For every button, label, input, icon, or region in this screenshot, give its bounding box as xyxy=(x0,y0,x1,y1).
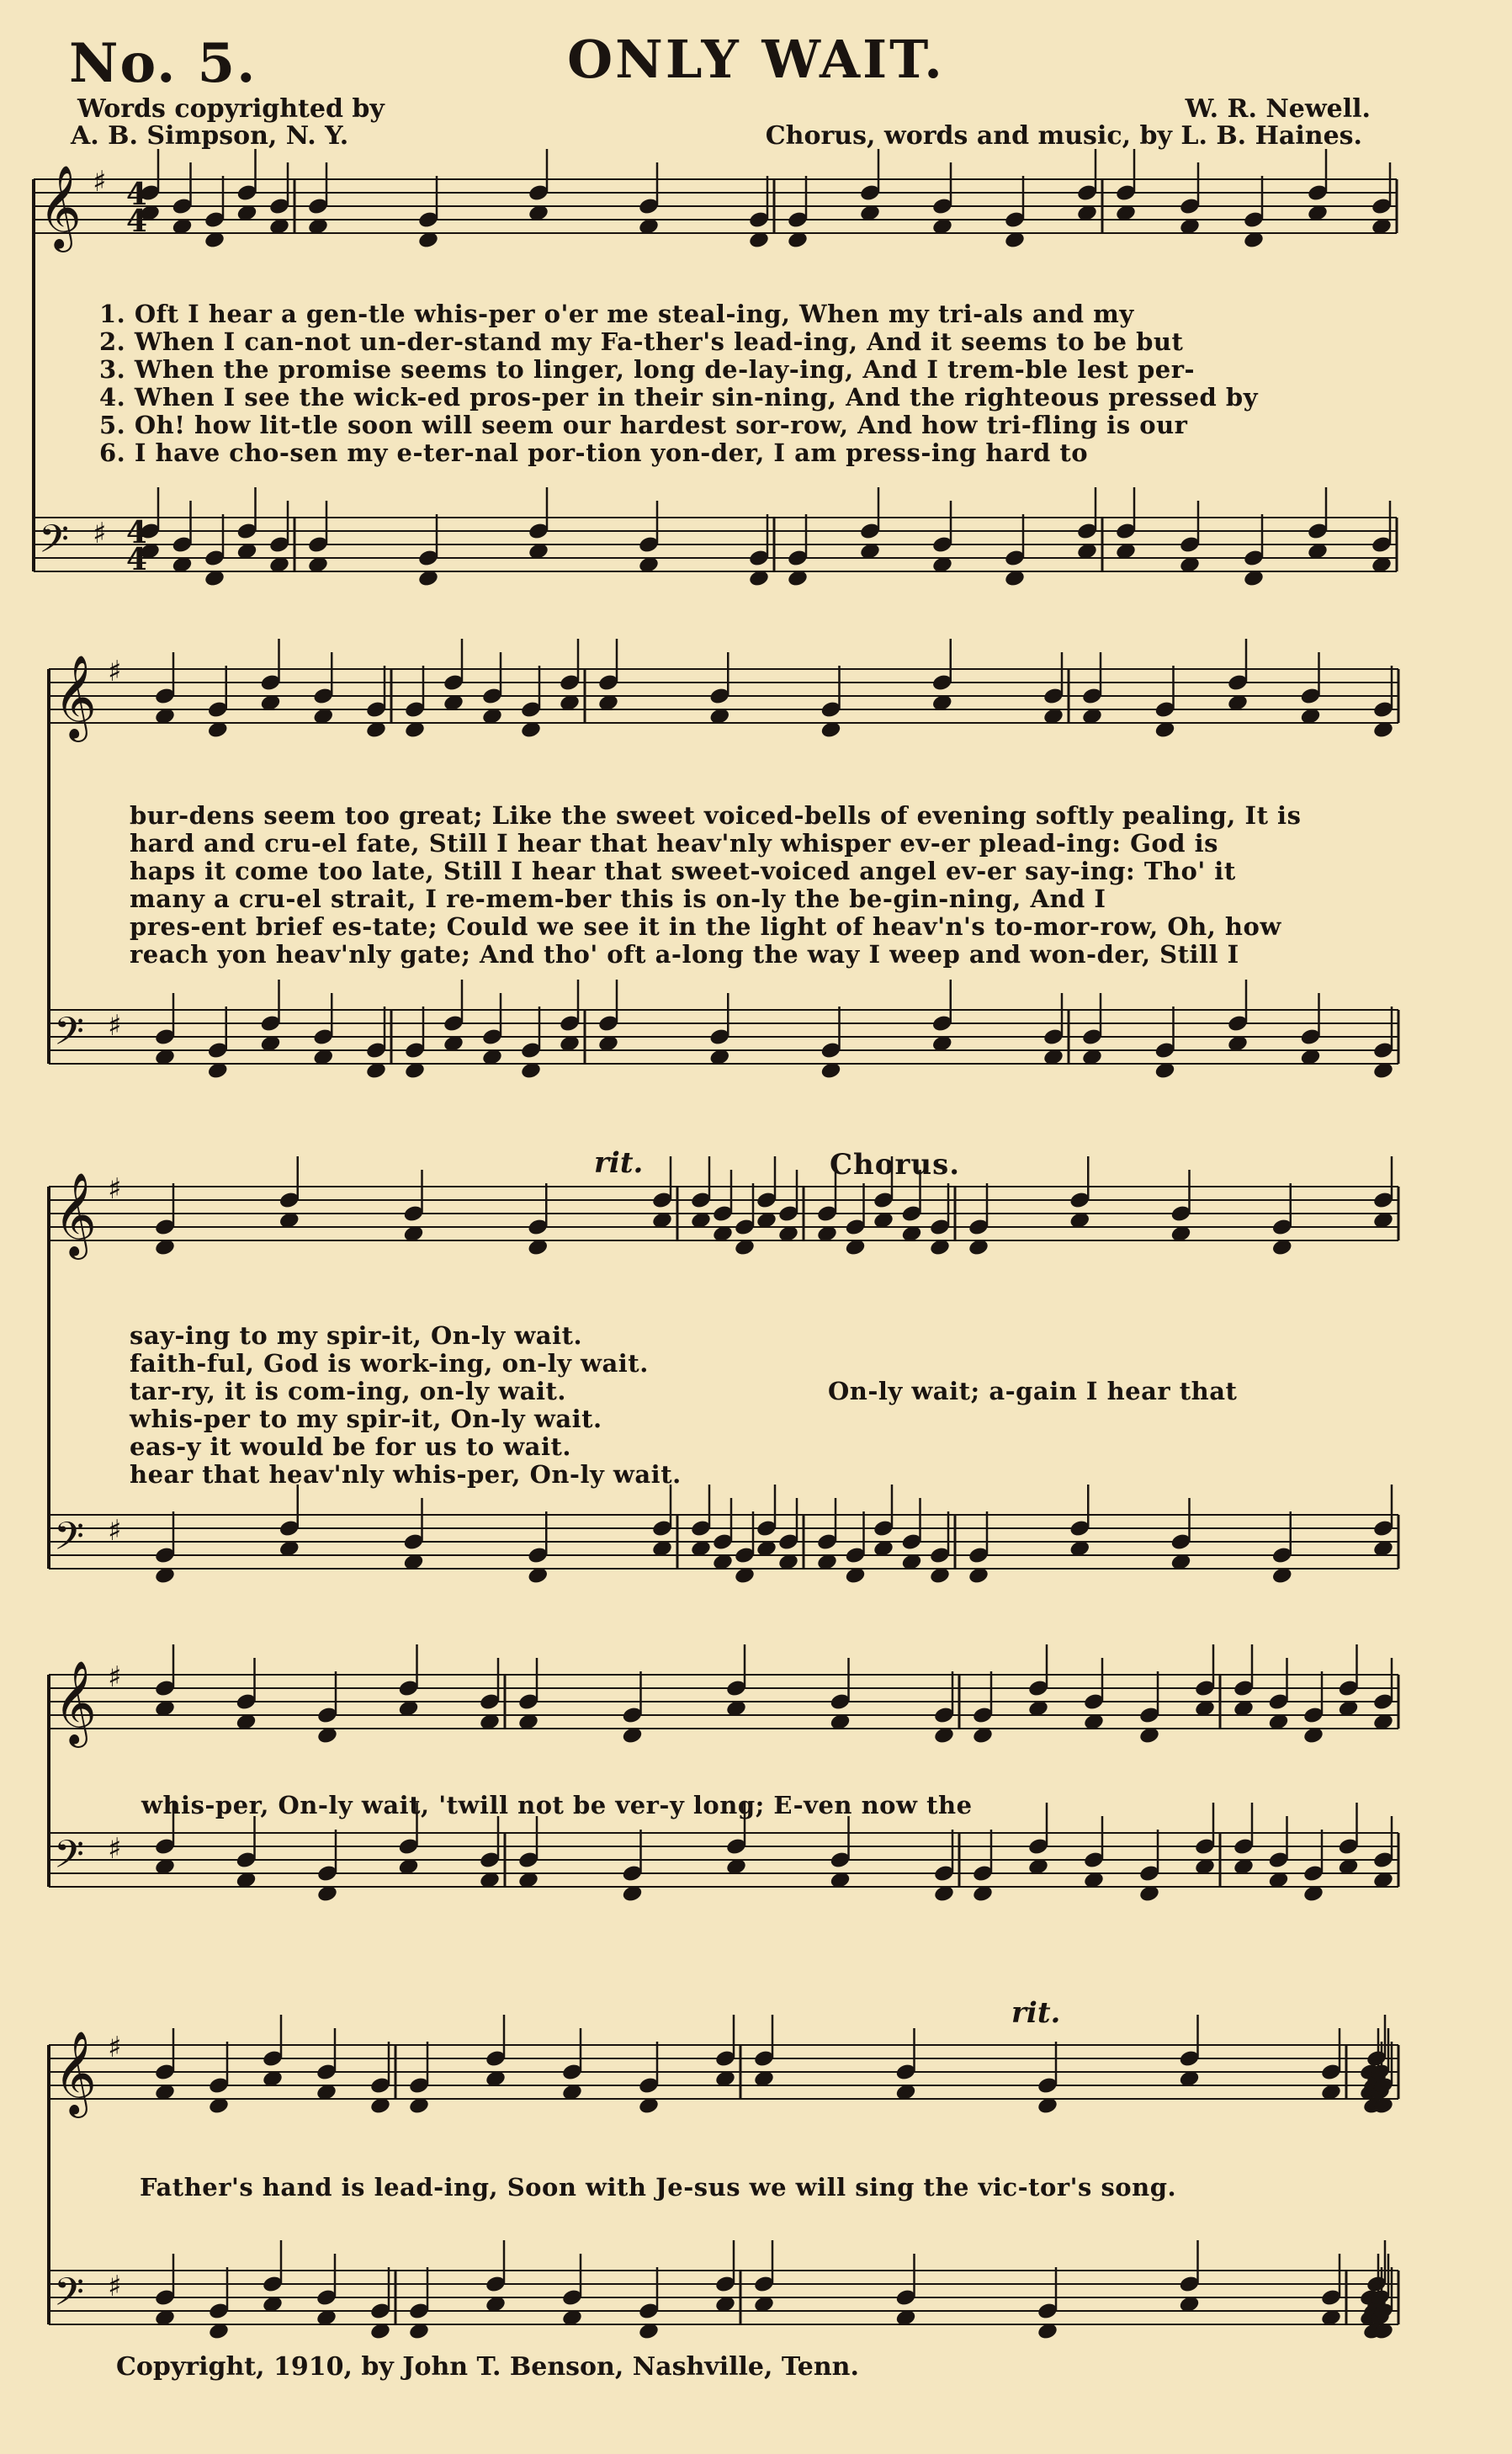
time-signature: 4 xyxy=(126,177,148,212)
verse2-line-b: hard and cru-el fate, Still I hear that heav'nly whisper ev-er plead-ing: God is xyxy=(130,829,1218,858)
chorus-heading: Chorus. xyxy=(830,1148,961,1182)
time-signature: 4 xyxy=(126,542,148,577)
verse1-line-a: 1. Oft I hear a gen-tle whis-per o'er me steal-ing, When my tri-als and my xyxy=(99,300,1134,328)
bass-clef-icon: 𝄢 xyxy=(39,517,70,571)
copyright-notice: Copyright, 1910, by John T. Benson, Nashville, Tenn. xyxy=(116,2352,859,2382)
sharp-icon: ♯ xyxy=(108,2031,122,2064)
verse2-line-a: 2. When I can-not un-der-stand my Fa-ther's lead-ing, And it seems to be but xyxy=(99,327,1184,356)
author-credit-line2: Chorus, words and music, by L. B. Haines. xyxy=(765,121,1362,151)
time-signature: 4 xyxy=(126,515,148,550)
chorus-line-1: On-ly wait; a-gain I hear that xyxy=(828,1377,1238,1405)
verse6-line-b: reach yon heav'nly gate; And tho' oft a-long the way I weep and won-der, Still I xyxy=(130,940,1239,969)
sharp-icon: ♯ xyxy=(93,517,107,550)
verse4-line-b: many a cru-el strait, I re-mem-ber this is on-ly the be-gin-ning, And I xyxy=(130,884,1106,913)
treble-clef-icon: 𝄞 xyxy=(54,655,97,739)
verse6-line-a: 6. I have cho-sen my e-ter-nal por-tion yon-der, I am press-ing hard to xyxy=(99,438,1089,467)
verse4-line-c: whis-per to my spir-it, On-ly wait. xyxy=(130,1405,602,1433)
verse1-line-b: bur-dens seem too great; Like the sweet voiced-bells of evening softly pealing, It is xyxy=(130,801,1302,830)
author-credit-line1: W. R. Newell. xyxy=(1185,94,1371,124)
treble-clef-icon: 𝄞 xyxy=(54,2031,97,2115)
verse5-line-b: pres-ent brief es-tate; Could we see it in the light of heav'n's to-mor-row, Oh, how xyxy=(130,912,1281,941)
sharp-icon: ♯ xyxy=(108,1514,122,1548)
chorus-line-2: whis-per, On-ly wait, 'twill not be ver-y long; E-ven now the xyxy=(141,1791,973,1819)
hymn-title: ONLY WAIT. xyxy=(567,29,945,90)
time-signature: 4 xyxy=(126,204,148,239)
chorus-line-3: Father's hand is lead-ing, Soon with Je-sus we will sing the vic-tor's song. xyxy=(140,2173,1177,2202)
verse5-line-c: eas-y it would be for us to wait. xyxy=(130,1432,571,1461)
verse1-line-c: say-ing to my spir-it, On-ly wait. xyxy=(130,1321,583,1350)
verse5-line-a: 5. Oh! how lit-tle soon will seem our hardest sor-row, And how tri-fling is our xyxy=(99,411,1188,439)
verse4-line-a: 4. When I see the wick-ed pros-per in their sin-ning, And the righteous pressed by xyxy=(99,383,1259,412)
sharp-icon: ♯ xyxy=(108,1009,122,1043)
bass-clef-icon: 𝄢 xyxy=(54,1832,85,1887)
treble-clef-icon: 𝄞 xyxy=(54,1172,97,1256)
verse3-line-b: haps it come too late, Still I hear that sweet-voiced angel ev-er say-ing: Tho' it xyxy=(130,857,1236,885)
sharp-icon: ♯ xyxy=(108,655,122,688)
bass-clef-icon: 𝄢 xyxy=(54,1514,85,1569)
treble-clef-icon: 𝄞 xyxy=(39,165,82,249)
sharp-icon: ♯ xyxy=(108,2270,122,2303)
sharp-icon: ♯ xyxy=(108,1660,122,1694)
verse6-line-c: hear that heav'nly whis-per, On-ly wait. xyxy=(130,1460,682,1489)
bass-clef-icon: 𝄢 xyxy=(54,2270,85,2324)
bass-clef-icon: 𝄢 xyxy=(54,1009,85,1064)
verse3-line-c: tar-ry, it is com-ing, on-ly wait. xyxy=(130,1377,566,1405)
verse3-line-a: 3. When the promise seems to linger, long de-lay-ing, And I trem-ble lest per- xyxy=(99,355,1196,384)
hymn-number: No. 5. xyxy=(69,32,257,95)
treble-clef-icon: 𝄞 xyxy=(54,1660,97,1745)
words-credit-line2: A. B. Simpson, N. Y. xyxy=(71,121,349,151)
rit-marking-2: rit. xyxy=(1011,1996,1061,2030)
sharp-icon: ♯ xyxy=(93,165,107,199)
words-credit-line1: Words copyrighted by xyxy=(77,94,385,124)
sharp-icon: ♯ xyxy=(108,1832,122,1866)
verse2-line-c: faith-ful, God is work-ing, on-ly wait. xyxy=(130,1349,649,1378)
sharp-icon: ♯ xyxy=(108,1172,122,1206)
rit-marking-1: rit. xyxy=(594,1146,644,1180)
